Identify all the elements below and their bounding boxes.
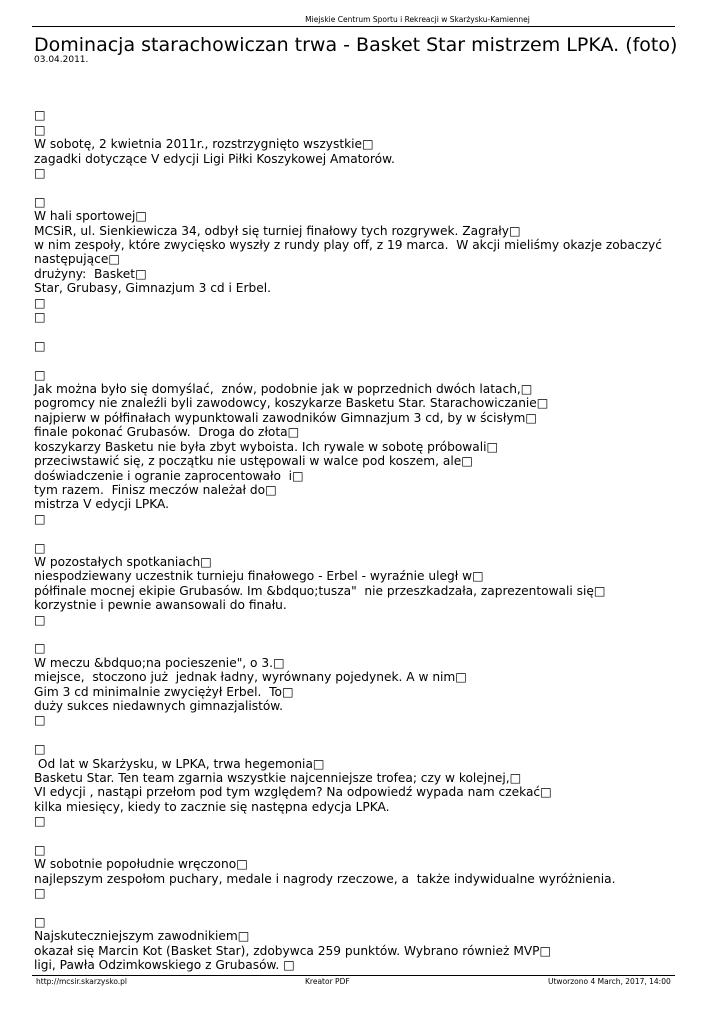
article-line: □ [34,511,46,526]
article-line: W hali sportowej□ [34,209,147,224]
article-line [34,728,684,742]
footer-created: Utworzono 4 March, 2017, 14:00 [548,977,671,986]
article-title: Dominacja starachowiczan trwa - Basket Star mistrzem LPKA. (foto) [34,34,678,56]
article-line: finale pokonać Grubasów. Droga do złota□ [34,425,300,440]
article-line: mistrza V edycji LPKA. [34,497,170,512]
header-divider [32,26,675,27]
article-line: najpierw w półfinałach wypunktowali zawodników Gimnazjum 3 cd, by w ścisłym□ [34,410,537,425]
footer-generator: Kreator PDF [305,977,350,986]
article-line: □ [34,108,46,123]
footer-url: http://mcsir.skarzysko.pl [36,977,128,986]
article-line: Star, Grubasy, Gimnazjum 3 cd i Erbel. [34,281,271,296]
article-line: □ [34,194,46,209]
article-line: duży sukces niedawnych gimnazjalistów. [34,698,284,713]
article-line: Jak można było się domyślać, znów, podobnie jak w poprzednich dwóch latach,□ [34,382,533,397]
article-line: najlepszym zespołom puchary, medale i nagrody rzeczowe, a także indywidualne wyróżnienia. [34,871,616,886]
article-line [34,901,684,915]
article-line: tym razem. Finisz meczów należał do□ [34,482,277,497]
article-line: okazał się Marcin Kot (Basket Star), zdobywca 259 punktów. Wybrano również MVP□ [34,943,552,958]
article-line: □ [34,310,46,325]
article-line: korzystnie i pewnie awansowali do finału. [34,598,287,613]
article-line: Basketu Star. Ten team zgarnia wszystkie najcenniejsze trofea; czy w kolejnej,□ [34,770,522,785]
article-line: Gim 3 cd minimalnie zwyciężył Erbel. To□ [34,684,294,699]
article-line: w nim zespoły, które zwycięsko wyszły z rundy play off, z 19 marca. W akcji mieliśmy okazje zobaczyć [34,238,662,253]
article-line: □ [34,166,46,181]
article-line: □ [34,886,46,901]
article-line: □ [34,295,46,310]
article-line: niespodziewany uczestnik turnieju finałowego - Erbel - wyraźnie uległ w□ [34,569,484,584]
article-line: półfinale mocnej ekipie Grubasów. Im &bdquo;tusza" nie przeszkadzała, zaprezentowali się□ [34,583,606,598]
article-line: drużyny: Basket□ [34,266,147,281]
article-body [34,94,684,973]
article-line: □ [34,122,46,137]
article-line: □ [34,742,46,757]
article-line: koszykarzy Basketu nie była zbyt wyboista. Ich rywale w sobotę próbowali□ [34,439,499,454]
article-line: doświadczenie i ogranie zaprocentowało i□ [34,468,304,483]
article-line: □ [34,843,46,857]
article-date: 03.04.2011. [34,55,89,65]
article-line: □ [34,814,46,829]
article-line: W meczu &bdquo;na pocieszenie", o 3.□ [34,655,285,670]
article-line: W pozostałych spotkaniach□ [34,554,212,569]
page-header: Miejskie Centrum Sportu i Rekreacji w Skarżysku-Kamiennej [305,15,530,24]
article-line: W sobotę, 2 kwietnia 2011r., rozstrzygnięto wszystkie□ [34,137,374,152]
article-line [34,353,684,367]
article-line: W sobotnie popołudnie wręczono□ [34,857,248,872]
article-line: miejsce, stoczono już jednak ładny, wyrównany pojedynek. A w nim□ [34,670,467,685]
article-line: MCSiR, ul. Sienkiewicza 34, odbył się turniej finałowy tych rozgrywek. Zagrały□ [34,223,521,238]
article-line: następujące□ [34,252,120,267]
article-line: zagadki dotyczące V edycji Ligi Piłki Koszykowej Amatorów. [34,151,395,166]
article-line: □ [34,540,46,555]
article-line [34,526,684,540]
article-line: □ [34,338,46,353]
article-line: □ [34,612,46,627]
article-line: Od lat w Skarżysku, w LPKA, trwa hegemonia□ [34,756,325,771]
article-line: □ [34,641,46,656]
article-line: VI edycji , nastąpi przełom pod tym względem? Na odpowiedź wypada nam czekać□ [34,785,552,800]
article-line: kilka miesięcy, kiedy to zacznie się następna edycja LPKA. [34,799,390,814]
article-line: □ [34,713,46,728]
article-line [34,324,684,338]
article-line [34,627,684,641]
article-line: przeciwstawić się, z początku nie ustępowali w walce pod koszem, ale□ [34,454,473,469]
article-line: pogromcy nie znaleźli byli zawodowcy, koszykarze Basketu Star. Starachowiczanie□ [34,396,549,411]
article-line: Najskuteczniejszym zawodnikiem□ [34,929,250,944]
footer-divider [32,975,675,976]
article-line: ligi, Pawła Odzimkowskiego z Grubasów. □ [34,958,295,973]
article-line: □ [34,915,46,930]
article-line [34,94,684,108]
article-line [34,180,684,194]
article-line: □ [34,367,46,382]
article-line [34,829,684,843]
